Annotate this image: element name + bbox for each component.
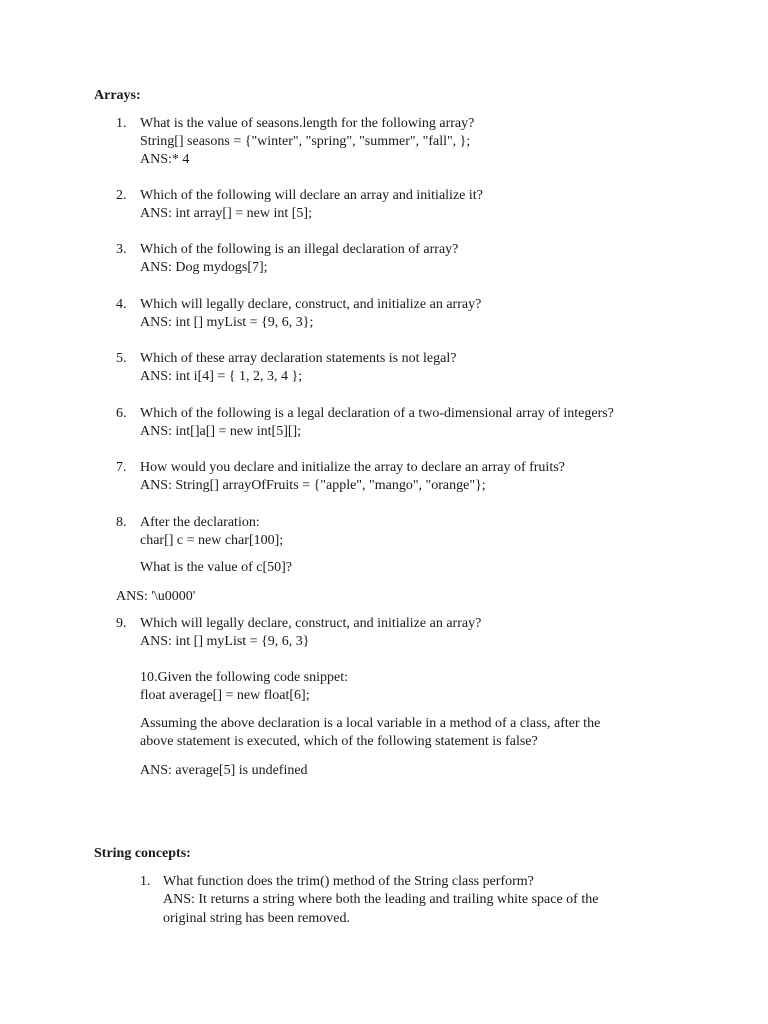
question-number: 8. — [116, 515, 127, 530]
question-number: 4. — [116, 297, 127, 312]
question-number: 2. — [116, 188, 127, 203]
question-text: Which of the following is an illegal declaration of array? — [140, 242, 459, 257]
question-detail: above statement is executed, which of the following statement is false? — [140, 734, 538, 749]
question-number: 7. — [116, 460, 127, 475]
question-text: Which will legally declare, construct, and initialize an array? — [140, 616, 482, 631]
question-text: What is the value of seasons.length for the following array? — [140, 116, 475, 131]
section-heading-arrays: Arrays: — [94, 88, 141, 103]
code-line: String[] seasons = {"winter", "spring", "summer", "fall", }; — [140, 134, 471, 149]
answer-text: ANS: int array[] = new int [5]; — [140, 206, 312, 221]
answer-text: ANS: String[] arrayOfFruits = {"apple", "mango", "orange"}; — [140, 478, 486, 493]
question-number: 1. — [116, 116, 127, 131]
question-text: Which of the following is a legal declaration of a two-dimensional array of integers? — [140, 406, 614, 421]
question-text: 10.Given the following code snippet: — [140, 670, 349, 685]
question-number: 5. — [116, 351, 127, 366]
question-text: How would you declare and initialize the array to declare an array of fruits? — [140, 460, 565, 475]
question-text: What function does the trim() method of the String class perform? — [163, 874, 534, 889]
answer-text: ANS: Dog mydogs[7]; — [140, 260, 268, 275]
answer-text: ANS: int [] myList = {9, 6, 3}; — [140, 315, 314, 330]
answer-text: ANS: It returns a string where both the leading and trailing white space of the — [163, 892, 599, 907]
question-followup: What is the value of c[50]? — [140, 560, 292, 575]
answer-text: ANS: int[]a[] = new int[5][]; — [140, 424, 302, 439]
code-line: float average[] = new float[6]; — [140, 688, 310, 703]
answer-text: ANS:* 4 — [140, 152, 190, 167]
question-text: Which of these array declaration statements is not legal? — [140, 351, 457, 366]
answer-text: ANS: int [] myList = {9, 6, 3} — [140, 634, 310, 649]
question-text: Which will legally declare, construct, and initialize an array? — [140, 297, 482, 312]
answer-text: ANS: average[5] is undefined — [140, 763, 308, 778]
question-number: 1. — [140, 874, 151, 889]
answer-text: original string has been removed. — [163, 911, 351, 926]
question-number: 6. — [116, 406, 127, 421]
question-text: After the declaration: — [140, 515, 260, 530]
question-detail: Assuming the above declaration is a local variable in a method of a class, after the — [140, 716, 601, 731]
section-heading-strings: String concepts: — [94, 846, 191, 861]
question-text: Which of the following will declare an array and initialize it? — [140, 188, 483, 203]
question-number: 9. — [116, 616, 127, 631]
question-number: 3. — [116, 242, 127, 257]
code-line: char[] c = new char[100]; — [140, 533, 284, 548]
answer-text: ANS: int i[4] = { 1, 2, 3, 4 }; — [140, 369, 303, 384]
answer-text: ANS: '\u0000' — [116, 589, 196, 604]
